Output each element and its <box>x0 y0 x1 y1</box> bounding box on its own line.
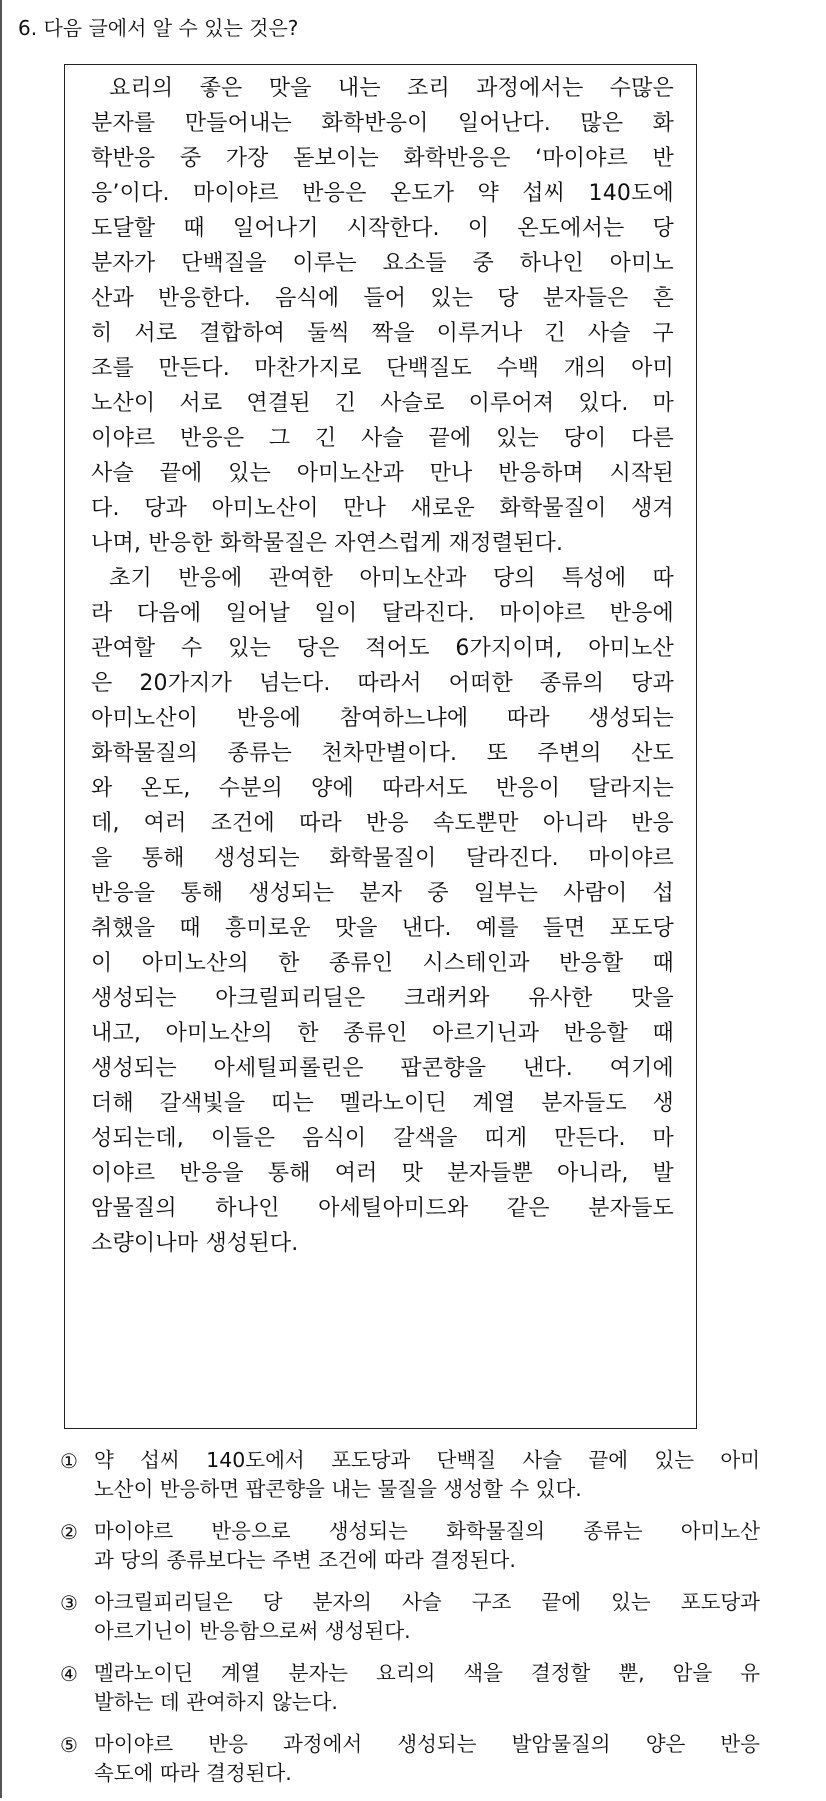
question-stem <box>18 14 298 42</box>
answer-choices <box>60 1446 760 1801</box>
passage-line: 생성되는 아세틸피롤린은 팝콘향을 낸다. 여기에 <box>91 1056 674 1081</box>
choice-5[interactable] <box>60 1730 760 1788</box>
passage-line: 화학물질의 종류는 천차만별이다. 또 주변의 산도 <box>91 741 674 766</box>
choice-text-line: 약 섭씨 140도에서 포도당과 단백질 사슬 끝에 있는 아미 <box>94 1448 760 1472</box>
choice-text-line: 아르기닌이 반응함으로써 생성된다. <box>94 1619 411 1643</box>
passage-line: 내고, 아미노산의 한 종류인 아르기닌과 반응할 때 <box>91 1021 674 1046</box>
choice-text-line: 아크릴피리딜은 당 분자의 사슬 구조 끝에 있는 포도당과 <box>94 1590 760 1614</box>
passage-line: 소량이나마 생성된다. <box>91 1231 299 1256</box>
passage-line: 도달할 때 일어나기 시작한다. 이 온도에서는 당 <box>91 216 674 241</box>
passage-line: 아미노산이 반응에 참여하느냐에 따라 생성되는 <box>91 706 674 731</box>
passage-line: 산과 반응한다. 음식에 들어 있는 당 분자들은 흔 <box>91 286 674 311</box>
passage-line: 분자가 단백질을 이루는 요소들 중 하나인 아미노 <box>91 251 674 276</box>
choice-3[interactable] <box>60 1588 760 1646</box>
passage-line: 히 서로 결합하여 둘씩 짝을 이루거나 긴 사슬 구 <box>91 321 674 346</box>
passage-line: 을 통해 생성되는 화학물질이 달라진다. 마이야르 <box>91 846 674 871</box>
choice-number: ② <box>60 1520 78 1544</box>
choice-1[interactable] <box>60 1446 760 1504</box>
passage-line: 반응을 통해 생성되는 분자 중 일부는 사람이 섭 <box>91 881 674 906</box>
passage-line: 와 온도, 수분의 양에 따라서도 반응이 달라지는 <box>91 776 674 801</box>
passage-line: 더해 갈색빛을 띠는 멜라노이딘 계열 분자들도 생 <box>91 1091 674 1116</box>
passage-line: 생성되는 아크릴피리딜은 크래커와 유사한 맛을 <box>91 986 674 1011</box>
passage-line: 응’이다. 마이야르 반응은 온도가 약 섭씨 140도에 <box>91 181 674 206</box>
passage-line: 노산이 서로 연결된 긴 사슬로 이루어져 있다. 마 <box>91 391 674 416</box>
passage-line: 은 20가지가 넘는다. 따라서 어떠한 종류의 당과 <box>91 671 674 696</box>
passage-box <box>64 64 697 1429</box>
passage-line: 사슬 끝에 있는 아미노산과 만나 반응하며 시작된 <box>91 461 674 486</box>
choice-text-line: 마이야르 반응으로 생성되는 화학물질의 종류는 아미노산 <box>94 1519 760 1543</box>
passage-line: 이 아미노산의 한 종류인 시스테인과 반응할 때 <box>91 951 674 976</box>
passage-line: 요리의 좋은 맛을 내는 조리 과정에서는 수많은 <box>109 76 674 101</box>
choice-text-line: 과 당의 종류보다는 주변 조건에 따라 결정된다. <box>94 1548 516 1572</box>
passage-line: 암물질의 하나인 아세틸아미드와 같은 분자들도 <box>91 1196 674 1221</box>
choice-text-line: 속도에 따라 결정된다. <box>94 1761 292 1785</box>
passage-line: 나며, 반응한 화학물질은 자연스럽게 재정렬된다. <box>91 531 564 556</box>
choice-text-line: 노산이 반응하면 팝콘향을 내는 물질을 생성할 수 있다. <box>94 1477 582 1501</box>
passage-line: 이야르 반응은 그 긴 사슬 끝에 있는 당이 다른 <box>91 426 674 451</box>
choice-number: ① <box>60 1449 78 1473</box>
passage-line: 데, 여러 조건에 따라 반응 속도뿐만 아니라 반응 <box>91 811 674 836</box>
passage-line: 이야르 반응을 통해 여러 맛 분자들뿐 아니라, 발 <box>91 1161 674 1186</box>
page-left-rule <box>0 0 2 1798</box>
passage-line: 관여할 수 있는 당은 적어도 6가지이며, 아미노산 <box>91 636 674 661</box>
choice-number: ③ <box>60 1591 78 1615</box>
choice-text-line: 마이야르 반응 과정에서 생성되는 발암물질의 양은 반응 <box>94 1732 760 1756</box>
choice-text-line: 멜라노이딘 계열 분자는 요리의 색을 결정할 뿐, 암을 유 <box>94 1661 760 1685</box>
passage-line: 성되는데, 이들은 음식이 갈색을 띠게 만든다. 마 <box>91 1126 674 1151</box>
passage-line: 조를 만든다. 마찬가지로 단백질도 수백 개의 아미 <box>91 356 674 381</box>
choice-2[interactable] <box>60 1517 760 1575</box>
choice-4[interactable] <box>60 1659 760 1717</box>
question-text: 다음 글에서 알 수 있는 것은? <box>43 16 299 40</box>
passage-line: 다. 당과 아미노산이 만나 새로운 화학물질이 생겨 <box>91 496 674 521</box>
passage-line: 취했을 때 흥미로운 맛을 낸다. 예를 들면 포도당 <box>91 916 674 941</box>
passage-line: 라 다음에 일어날 일이 달라진다. 마이야르 반응에 <box>91 601 674 626</box>
question-number: 6. <box>18 16 38 40</box>
passage-line: 초기 반응에 관여한 아미노산과 당의 특성에 따 <box>109 566 674 591</box>
choice-number: ⑤ <box>60 1733 78 1757</box>
passage-line: 학반응 중 가장 돋보이는 화학반응은 ‘마이야르 반 <box>91 146 674 171</box>
passage-line: 분자를 만들어내는 화학반응이 일어난다. 많은 화 <box>91 111 674 136</box>
choice-number: ④ <box>60 1662 78 1686</box>
choice-text-line: 발하는 데 관여하지 않는다. <box>94 1690 338 1714</box>
